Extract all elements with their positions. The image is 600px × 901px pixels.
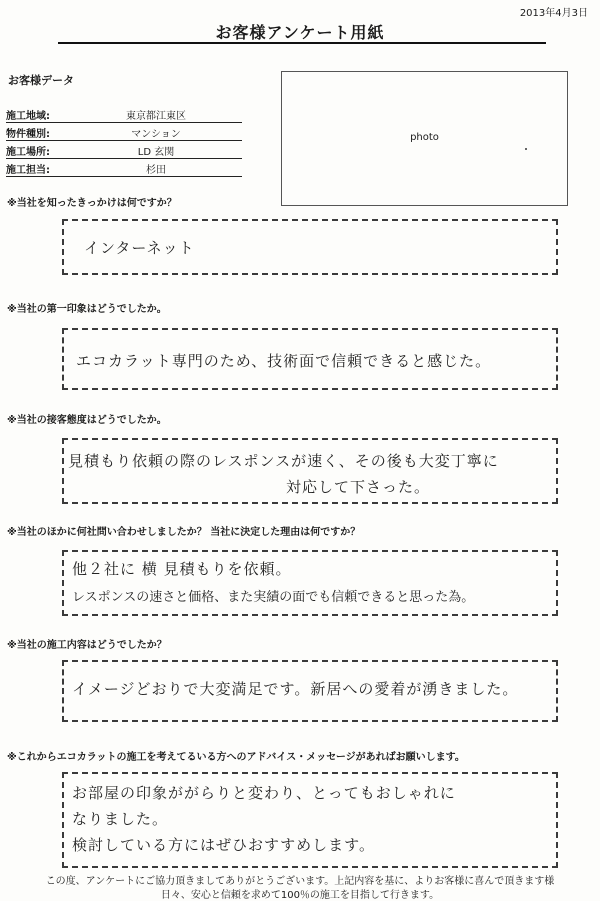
- customer-data-heading: お客様データ: [8, 74, 74, 87]
- info-label: 施工場所:: [6, 147, 50, 158]
- footer-line-1: この度、アンケートにご協力頂きましてありがとうございます。上記内容を基に、よりお客様に喜んで頂きます様: [45, 876, 555, 887]
- photo-label: photo: [410, 132, 439, 143]
- answer-2-line-1: エコカラット専門のため、技術面で信頼できると感じた。: [76, 352, 492, 370]
- photo-frame: [281, 71, 568, 206]
- answer-box-3: [62, 438, 558, 504]
- info-value: LD 玄関: [137, 147, 175, 158]
- info-value: 東京都江東区: [126, 111, 186, 122]
- page-title: お客様アンケート用紙: [215, 23, 385, 42]
- question-1: ※当社を知ったきっかけは何ですか？: [7, 198, 177, 209]
- info-row-staff: [6, 158, 242, 177]
- answer-4-line-2: レスポンスの速さと価格、また実績の面でも信頼できると思った為。: [72, 590, 475, 605]
- answer-box-6: [62, 772, 558, 868]
- footer-line-2: 日々、安心と信頼を求めて100％の施工を目指して行きます。: [160, 890, 440, 901]
- question-6: ※これからエコカラットの施工を考えてるいる方へのアドバイス・メッセージがあればお願いします。: [7, 752, 465, 763]
- question-2: ※当社の第一印象はどうでしたか。: [7, 304, 167, 315]
- photo-speck: [525, 148, 527, 150]
- info-label: 施工担当:: [6, 165, 50, 176]
- answer-5-line-1: イメージどおりで大変満足です。新居への愛着が湧きました。: [72, 680, 519, 698]
- title-underline: [58, 42, 546, 44]
- answer-box-1: [62, 219, 558, 275]
- info-row-property-type: [6, 122, 242, 141]
- answer-6-line-1: お部屋の印象ががらりと変わり、とってもおしゃれに: [72, 784, 456, 802]
- answer-6-line-3: 検討している方にはぜひおすすめします。: [72, 836, 375, 854]
- answer-box-4: [62, 550, 558, 616]
- answer-3-line-1: 見積もり依頼の際のレスポンスが速く、その後も大変丁寧に: [68, 452, 499, 470]
- info-value: マンション: [131, 129, 181, 140]
- answer-3-line-2: 対応して下さった。: [286, 478, 431, 496]
- survey-date: 2013年4月3日: [519, 8, 588, 19]
- question-3: ※当社の接客態度はどうでしたか。: [7, 415, 167, 426]
- info-label: 施工地域:: [6, 111, 50, 122]
- question-5: ※当社の施工内容はどうでしたか？: [7, 640, 167, 651]
- answer-1-line-1: インターネット: [84, 239, 195, 257]
- info-row-area: [6, 104, 242, 123]
- question-4: ※当社のほかに何社問い合わせしましたか？ 当社に決定した理由は何ですか？: [7, 527, 361, 538]
- answer-6-line-2: なりました。: [72, 810, 169, 828]
- info-row-location: [6, 140, 242, 159]
- info-label: 物件種別:: [6, 129, 50, 140]
- answer-box-5: [62, 660, 558, 722]
- answer-box-2: [62, 328, 558, 390]
- info-value: 杉田: [146, 165, 166, 176]
- answer-4-line-1: 他２社に 横 見積もりを依頼。: [72, 560, 292, 578]
